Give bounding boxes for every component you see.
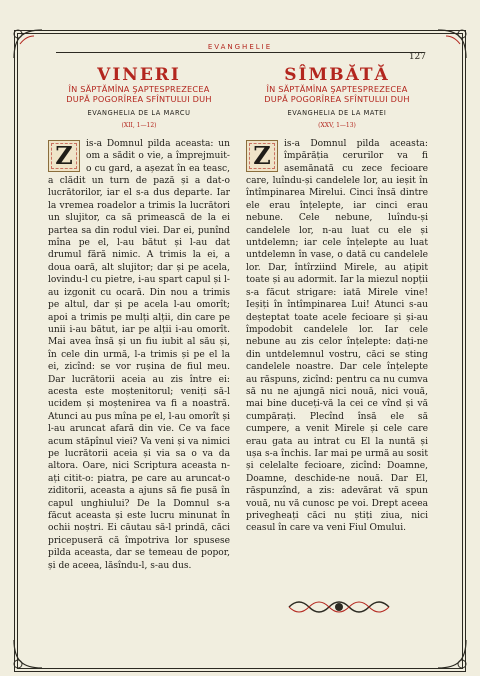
scripture-reference: (XXV, 1—13) xyxy=(318,122,356,130)
gospel-body: is-a Domnul pilda aceasta: un om a sădit o vie, a împrejmuit-o cu gard, a așezat în ea teasc, a clădit un turn de pază și a dat-o lucrătorilor, iar el s-a dus departe. Iar la vremea roadelor a trimis la lucrători un slujitor, ca să primească de la ei partea sa din rodul viei. Dar ei, punînd mîna pe el, l-au bătut și l-au dat drumul fără nimic. A trimis la ei, a doua oară, alt slujitor; dar și pe acela, lovindu-l cu pietre, i-au spart capul și l-au izgonit cu ocară. Din nou a trimis pe altul, dar și pe acela l-au omorît; apoi a trimis pe mulți alții, din care pe unii i-au bătut, iar pe alții i-au omorît. Mai avea însă și un fiu iubit al său și, în cele din urmă, l-a trimis și pe el la ei, zicînd: se vor rușina de fiul meu. Dar lucrătorii aceia au zis între ei: acesta este moștenitorul; veniți să-l ucidem și moștenirea va fi a noastră. Atunci au pus mîna pe el, l-au omorît și l-au aruncat afară din vie. Ce va face acum stăpînul viei? Va veni și va nimici pe lucrătorii aceia și via sa o va da altora. Oare, nici Scriptura aceasta n-ați citit-o: piatra, pe care au aruncat-o ziditorii, aceasta a ajuns să fie pusă în capul unghiului? De la Domnul s-a făcut aceasta și este lucru minunat în ochii noștri. Ei căutau să-l prindă, căci pricepuseră că împotriva lor spusese pilda aceasta, dar se temeau de popor, și de aceea, lăsîndu-l, s-au dus. xyxy=(48,138,230,571)
running-header: EVANGHELIE xyxy=(207,43,273,51)
week-subtitle: ÎN SĂPTĂMÎNA ŞAPTESPREZECEA xyxy=(266,84,408,94)
dropcap-letter: Z xyxy=(253,140,271,170)
page-number: 127 xyxy=(408,52,426,62)
header-rule xyxy=(56,52,424,53)
dropcap-initial xyxy=(246,140,278,172)
gospel-body: is-a Domnul pilda aceasta: împărăția cerurilor va fi asemănată cu zece fecioare care, luîndu-și candelele lor, au ieșit în întîmpinarea Mirelui. Cinci însă dintre ele erau înțelepte, iar cinci erau nebune. Cele nebune, luîndu-și candelele lor, n-au luat cu ele și untdelemn; iar cele înțelepte au luat untdelemn în vase, o dată cu candelele lor. Dar, întîrziind Mirele, au ațipit toate și au adormit. Iar la miezul nopții s-a făcut strigare: iată Mirele vine! Ieșiți în întîmpinarea Lui! Atunci s-au deșteptat toate acele fecioare și și-au împodobit candelele lor. Iar cele nebune au zis celor înțelepte: dați-ne din untdelemnul vostru, căci se sting candelele noastre. Dar cele înțelepte au răspuns, zicînd: pentru ca nu cumva să nu ne ajungă nici nouă, nici vouă, mai bine duceți-vă la cei ce vînd și vă cumpărați. Plecînd însă ele să cumpere, a venit Mirele și cele care erau gata au intrat cu El la nuntă și ușa s-a închis. Iar mai pe urmă au sosit și celelalte fecioare, zicînd: Doamne, Doamne, deschide-ne nouă. Dar El, răspunzînd, a zis: adevărat vă spun vouă, nu vă cunosc pe voi. Drept aceea privegheați căci nu știți ziua, nici ceasul în care va veni Fiul Omului. xyxy=(246,138,428,534)
corner-ornament-icon xyxy=(8,634,48,674)
gospel-text xyxy=(48,138,230,572)
week-subtitle: ÎN SĂPTĂMÎNA ŞAPTESPREZECEA xyxy=(68,84,210,94)
dropcap-letter: Z xyxy=(55,140,73,170)
corner-ornament-icon xyxy=(432,634,472,674)
right-column xyxy=(246,66,428,535)
end-ornament-icon xyxy=(284,596,394,618)
scripture-reference: (XII, 1—12) xyxy=(121,122,157,130)
gospel-text xyxy=(246,138,428,535)
pentecost-subtitle: DUPĂ POGORÎREA SFÎNTULUI DUH xyxy=(66,94,212,104)
day-title-friday: VINERI xyxy=(97,65,181,85)
day-title-saturday: SÎMBĂTĂ xyxy=(284,65,390,85)
gospel-heading: EVANGHELIA DE LA MATEI xyxy=(287,109,387,117)
left-column xyxy=(48,66,230,572)
pentecost-subtitle: DUPĂ POGORÎREA SFÎNTULUI DUH xyxy=(264,94,410,104)
gospel-heading: EVANGHELIA DE LA MARCU xyxy=(87,109,191,117)
dropcap-initial xyxy=(48,140,80,172)
